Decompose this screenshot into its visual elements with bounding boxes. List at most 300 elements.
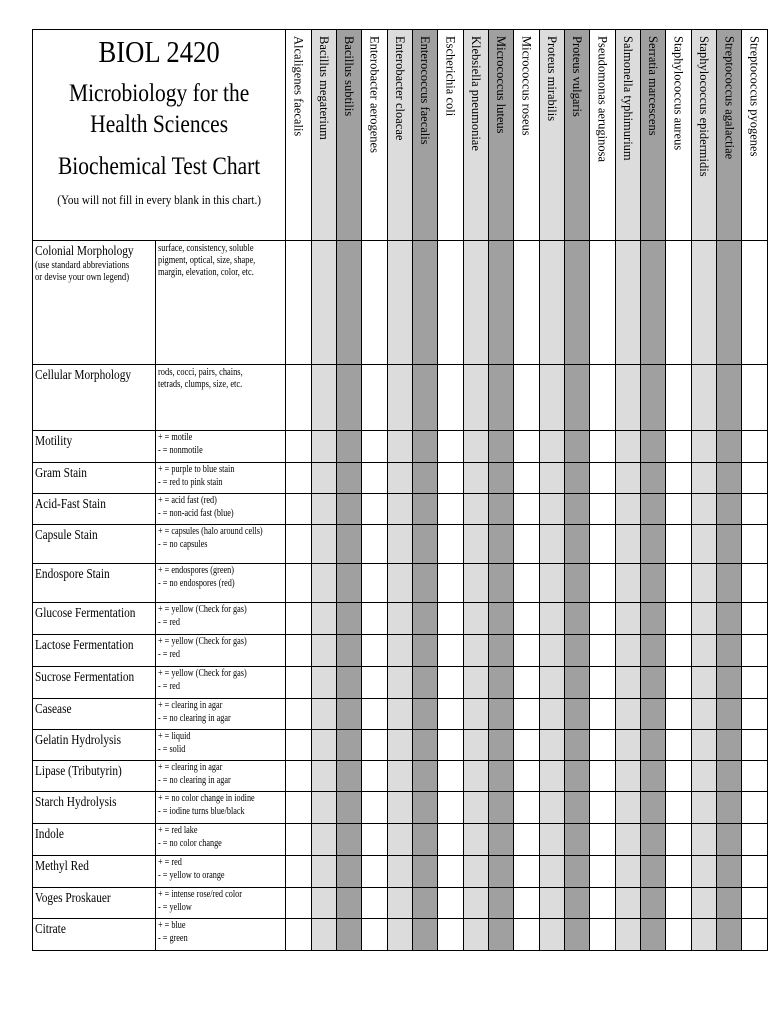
result-cell[interactable] bbox=[362, 603, 387, 635]
result-cell[interactable] bbox=[565, 919, 590, 951]
result-cell[interactable] bbox=[387, 463, 412, 494]
result-cell[interactable] bbox=[742, 699, 768, 730]
result-cell[interactable] bbox=[539, 761, 564, 792]
result-cell[interactable] bbox=[691, 635, 716, 667]
result-cell[interactable] bbox=[691, 792, 716, 824]
result-cell[interactable] bbox=[463, 919, 488, 951]
result-cell[interactable] bbox=[412, 824, 437, 856]
result-cell[interactable] bbox=[742, 761, 768, 792]
result-cell[interactable] bbox=[286, 603, 311, 635]
result-cell[interactable] bbox=[742, 494, 768, 525]
result-cell[interactable] bbox=[387, 856, 412, 888]
result-cell[interactable] bbox=[387, 792, 412, 824]
result-cell[interactable] bbox=[362, 699, 387, 730]
result-cell[interactable] bbox=[514, 564, 539, 603]
result-cell[interactable] bbox=[641, 564, 666, 603]
result-cell[interactable] bbox=[286, 635, 311, 667]
result-cell[interactable] bbox=[463, 603, 488, 635]
result-cell[interactable] bbox=[438, 919, 463, 951]
result-cell[interactable] bbox=[286, 494, 311, 525]
result-cell[interactable] bbox=[514, 431, 539, 463]
result-cell[interactable] bbox=[641, 525, 666, 564]
result-cell[interactable] bbox=[717, 463, 742, 494]
result-cell[interactable] bbox=[590, 730, 615, 761]
result-cell[interactable] bbox=[514, 730, 539, 761]
result-cell[interactable] bbox=[387, 824, 412, 856]
result-cell[interactable] bbox=[362, 494, 387, 525]
result-cell[interactable] bbox=[438, 856, 463, 888]
result-cell[interactable] bbox=[641, 365, 666, 431]
result-cell[interactable] bbox=[463, 564, 488, 603]
result-cell[interactable] bbox=[539, 792, 564, 824]
result-cell[interactable] bbox=[742, 856, 768, 888]
result-cell[interactable] bbox=[438, 365, 463, 431]
result-cell[interactable] bbox=[489, 761, 514, 792]
result-cell[interactable] bbox=[565, 463, 590, 494]
result-cell[interactable] bbox=[514, 525, 539, 564]
result-cell[interactable] bbox=[691, 730, 716, 761]
result-cell[interactable] bbox=[641, 888, 666, 919]
result-cell[interactable] bbox=[590, 824, 615, 856]
result-cell[interactable] bbox=[489, 699, 514, 730]
result-cell[interactable] bbox=[691, 667, 716, 699]
result-cell[interactable] bbox=[590, 603, 615, 635]
result-cell[interactable] bbox=[489, 824, 514, 856]
result-cell[interactable] bbox=[463, 761, 488, 792]
result-cell[interactable] bbox=[691, 463, 716, 494]
result-cell[interactable] bbox=[463, 856, 488, 888]
result-cell[interactable] bbox=[311, 525, 336, 564]
result-cell[interactable] bbox=[489, 667, 514, 699]
result-cell[interactable] bbox=[615, 699, 640, 730]
result-cell[interactable] bbox=[463, 635, 488, 667]
result-cell[interactable] bbox=[311, 888, 336, 919]
result-cell[interactable] bbox=[565, 431, 590, 463]
result-cell[interactable] bbox=[717, 888, 742, 919]
result-cell[interactable] bbox=[463, 824, 488, 856]
result-cell[interactable] bbox=[311, 494, 336, 525]
result-cell[interactable] bbox=[489, 730, 514, 761]
result-cell[interactable] bbox=[412, 463, 437, 494]
result-cell[interactable] bbox=[463, 699, 488, 730]
result-cell[interactable] bbox=[311, 463, 336, 494]
result-cell[interactable] bbox=[438, 431, 463, 463]
result-cell[interactable] bbox=[615, 365, 640, 431]
result-cell[interactable] bbox=[412, 919, 437, 951]
result-cell[interactable] bbox=[489, 603, 514, 635]
result-cell[interactable] bbox=[387, 564, 412, 603]
result-cell[interactable] bbox=[412, 730, 437, 761]
result-cell[interactable] bbox=[387, 494, 412, 525]
result-cell[interactable] bbox=[489, 635, 514, 667]
result-cell[interactable] bbox=[412, 888, 437, 919]
result-cell[interactable] bbox=[438, 525, 463, 564]
result-cell[interactable] bbox=[514, 635, 539, 667]
result-cell[interactable] bbox=[463, 525, 488, 564]
result-cell[interactable] bbox=[742, 635, 768, 667]
result-cell[interactable] bbox=[565, 824, 590, 856]
result-cell[interactable] bbox=[412, 603, 437, 635]
result-cell[interactable] bbox=[539, 635, 564, 667]
result-cell[interactable] bbox=[717, 699, 742, 730]
result-cell[interactable] bbox=[717, 856, 742, 888]
result-cell[interactable] bbox=[590, 699, 615, 730]
result-cell[interactable] bbox=[336, 635, 361, 667]
result-cell[interactable] bbox=[641, 761, 666, 792]
result-cell[interactable] bbox=[463, 667, 488, 699]
result-cell[interactable] bbox=[590, 365, 615, 431]
result-cell[interactable] bbox=[286, 730, 311, 761]
result-cell[interactable] bbox=[590, 635, 615, 667]
result-cell[interactable] bbox=[590, 525, 615, 564]
result-cell[interactable] bbox=[666, 635, 691, 667]
result-cell[interactable] bbox=[438, 792, 463, 824]
result-cell[interactable] bbox=[362, 730, 387, 761]
result-cell[interactable] bbox=[565, 564, 590, 603]
result-cell[interactable] bbox=[717, 494, 742, 525]
result-cell[interactable] bbox=[615, 241, 640, 365]
result-cell[interactable] bbox=[387, 431, 412, 463]
result-cell[interactable] bbox=[641, 699, 666, 730]
result-cell[interactable] bbox=[666, 463, 691, 494]
result-cell[interactable] bbox=[742, 431, 768, 463]
result-cell[interactable] bbox=[514, 494, 539, 525]
result-cell[interactable] bbox=[539, 241, 564, 365]
result-cell[interactable] bbox=[742, 792, 768, 824]
result-cell[interactable] bbox=[311, 603, 336, 635]
result-cell[interactable] bbox=[691, 525, 716, 564]
result-cell[interactable] bbox=[590, 564, 615, 603]
result-cell[interactable] bbox=[666, 667, 691, 699]
result-cell[interactable] bbox=[590, 919, 615, 951]
result-cell[interactable] bbox=[311, 824, 336, 856]
result-cell[interactable] bbox=[590, 241, 615, 365]
result-cell[interactable] bbox=[641, 603, 666, 635]
result-cell[interactable] bbox=[742, 564, 768, 603]
result-cell[interactable] bbox=[438, 699, 463, 730]
result-cell[interactable] bbox=[463, 463, 488, 494]
result-cell[interactable] bbox=[412, 365, 437, 431]
result-cell[interactable] bbox=[539, 824, 564, 856]
result-cell[interactable] bbox=[717, 365, 742, 431]
result-cell[interactable] bbox=[362, 761, 387, 792]
result-cell[interactable] bbox=[717, 603, 742, 635]
result-cell[interactable] bbox=[539, 919, 564, 951]
result-cell[interactable] bbox=[362, 792, 387, 824]
result-cell[interactable] bbox=[565, 667, 590, 699]
result-cell[interactable] bbox=[336, 824, 361, 856]
result-cell[interactable] bbox=[514, 365, 539, 431]
result-cell[interactable] bbox=[615, 761, 640, 792]
result-cell[interactable] bbox=[412, 667, 437, 699]
result-cell[interactable] bbox=[742, 603, 768, 635]
result-cell[interactable] bbox=[539, 564, 564, 603]
result-cell[interactable] bbox=[286, 525, 311, 564]
result-cell[interactable] bbox=[514, 761, 539, 792]
result-cell[interactable] bbox=[387, 365, 412, 431]
result-cell[interactable] bbox=[666, 888, 691, 919]
result-cell[interactable] bbox=[362, 463, 387, 494]
result-cell[interactable] bbox=[336, 431, 361, 463]
result-cell[interactable] bbox=[742, 365, 768, 431]
result-cell[interactable] bbox=[387, 730, 412, 761]
result-cell[interactable] bbox=[514, 919, 539, 951]
result-cell[interactable] bbox=[362, 667, 387, 699]
result-cell[interactable] bbox=[387, 888, 412, 919]
result-cell[interactable] bbox=[565, 730, 590, 761]
result-cell[interactable] bbox=[717, 241, 742, 365]
result-cell[interactable] bbox=[286, 824, 311, 856]
result-cell[interactable] bbox=[565, 525, 590, 564]
result-cell[interactable] bbox=[362, 888, 387, 919]
result-cell[interactable] bbox=[565, 888, 590, 919]
result-cell[interactable] bbox=[412, 635, 437, 667]
result-cell[interactable] bbox=[641, 463, 666, 494]
result-cell[interactable] bbox=[311, 241, 336, 365]
result-cell[interactable] bbox=[641, 667, 666, 699]
result-cell[interactable] bbox=[438, 241, 463, 365]
result-cell[interactable] bbox=[387, 667, 412, 699]
result-cell[interactable] bbox=[742, 667, 768, 699]
result-cell[interactable] bbox=[463, 494, 488, 525]
result-cell[interactable] bbox=[691, 888, 716, 919]
result-cell[interactable] bbox=[717, 792, 742, 824]
result-cell[interactable] bbox=[615, 824, 640, 856]
result-cell[interactable] bbox=[615, 792, 640, 824]
result-cell[interactable] bbox=[615, 564, 640, 603]
result-cell[interactable] bbox=[565, 603, 590, 635]
result-cell[interactable] bbox=[666, 761, 691, 792]
result-cell[interactable] bbox=[489, 919, 514, 951]
result-cell[interactable] bbox=[286, 761, 311, 792]
result-cell[interactable] bbox=[362, 365, 387, 431]
result-cell[interactable] bbox=[742, 463, 768, 494]
result-cell[interactable] bbox=[489, 888, 514, 919]
result-cell[interactable] bbox=[412, 761, 437, 792]
result-cell[interactable] bbox=[691, 564, 716, 603]
result-cell[interactable] bbox=[286, 564, 311, 603]
result-cell[interactable] bbox=[286, 667, 311, 699]
result-cell[interactable] bbox=[691, 761, 716, 792]
result-cell[interactable] bbox=[666, 564, 691, 603]
result-cell[interactable] bbox=[641, 494, 666, 525]
result-cell[interactable] bbox=[514, 603, 539, 635]
result-cell[interactable] bbox=[565, 856, 590, 888]
result-cell[interactable] bbox=[514, 667, 539, 699]
result-cell[interactable] bbox=[412, 431, 437, 463]
result-cell[interactable] bbox=[666, 365, 691, 431]
result-cell[interactable] bbox=[717, 919, 742, 951]
result-cell[interactable] bbox=[539, 888, 564, 919]
result-cell[interactable] bbox=[641, 856, 666, 888]
result-cell[interactable] bbox=[412, 241, 437, 365]
result-cell[interactable] bbox=[514, 241, 539, 365]
result-cell[interactable] bbox=[514, 699, 539, 730]
result-cell[interactable] bbox=[362, 431, 387, 463]
result-cell[interactable] bbox=[387, 919, 412, 951]
result-cell[interactable] bbox=[666, 792, 691, 824]
result-cell[interactable] bbox=[691, 494, 716, 525]
result-cell[interactable] bbox=[641, 635, 666, 667]
result-cell[interactable] bbox=[539, 494, 564, 525]
result-cell[interactable] bbox=[286, 241, 311, 365]
result-cell[interactable] bbox=[539, 730, 564, 761]
result-cell[interactable] bbox=[336, 792, 361, 824]
result-cell[interactable] bbox=[311, 856, 336, 888]
result-cell[interactable] bbox=[311, 730, 336, 761]
result-cell[interactable] bbox=[539, 667, 564, 699]
result-cell[interactable] bbox=[717, 564, 742, 603]
result-cell[interactable] bbox=[336, 888, 361, 919]
result-cell[interactable] bbox=[387, 761, 412, 792]
result-cell[interactable] bbox=[539, 431, 564, 463]
result-cell[interactable] bbox=[336, 241, 361, 365]
result-cell[interactable] bbox=[336, 564, 361, 603]
result-cell[interactable] bbox=[514, 888, 539, 919]
result-cell[interactable] bbox=[590, 856, 615, 888]
result-cell[interactable] bbox=[387, 241, 412, 365]
result-cell[interactable] bbox=[489, 241, 514, 365]
result-cell[interactable] bbox=[742, 919, 768, 951]
result-cell[interactable] bbox=[438, 730, 463, 761]
result-cell[interactable] bbox=[565, 792, 590, 824]
result-cell[interactable] bbox=[286, 792, 311, 824]
result-cell[interactable] bbox=[514, 824, 539, 856]
result-cell[interactable] bbox=[590, 431, 615, 463]
result-cell[interactable] bbox=[717, 667, 742, 699]
result-cell[interactable] bbox=[412, 494, 437, 525]
result-cell[interactable] bbox=[691, 431, 716, 463]
result-cell[interactable] bbox=[362, 824, 387, 856]
result-cell[interactable] bbox=[336, 365, 361, 431]
result-cell[interactable] bbox=[311, 699, 336, 730]
result-cell[interactable] bbox=[615, 667, 640, 699]
result-cell[interactable] bbox=[615, 919, 640, 951]
result-cell[interactable] bbox=[362, 919, 387, 951]
result-cell[interactable] bbox=[565, 241, 590, 365]
result-cell[interactable] bbox=[641, 824, 666, 856]
result-cell[interactable] bbox=[438, 824, 463, 856]
result-cell[interactable] bbox=[362, 525, 387, 564]
result-cell[interactable] bbox=[336, 761, 361, 792]
result-cell[interactable] bbox=[286, 431, 311, 463]
result-cell[interactable] bbox=[286, 919, 311, 951]
result-cell[interactable] bbox=[565, 761, 590, 792]
result-cell[interactable] bbox=[590, 792, 615, 824]
result-cell[interactable] bbox=[717, 730, 742, 761]
result-cell[interactable] bbox=[691, 603, 716, 635]
result-cell[interactable] bbox=[489, 856, 514, 888]
result-cell[interactable] bbox=[463, 730, 488, 761]
result-cell[interactable] bbox=[463, 431, 488, 463]
result-cell[interactable] bbox=[438, 603, 463, 635]
result-cell[interactable] bbox=[615, 856, 640, 888]
result-cell[interactable] bbox=[362, 241, 387, 365]
result-cell[interactable] bbox=[514, 792, 539, 824]
result-cell[interactable] bbox=[311, 431, 336, 463]
result-cell[interactable] bbox=[463, 792, 488, 824]
result-cell[interactable] bbox=[311, 792, 336, 824]
result-cell[interactable] bbox=[387, 603, 412, 635]
result-cell[interactable] bbox=[565, 365, 590, 431]
result-cell[interactable] bbox=[717, 525, 742, 564]
result-cell[interactable] bbox=[463, 241, 488, 365]
result-cell[interactable] bbox=[438, 761, 463, 792]
result-cell[interactable] bbox=[691, 824, 716, 856]
result-cell[interactable] bbox=[412, 699, 437, 730]
result-cell[interactable] bbox=[717, 761, 742, 792]
result-cell[interactable] bbox=[412, 856, 437, 888]
result-cell[interactable] bbox=[691, 365, 716, 431]
result-cell[interactable] bbox=[463, 365, 488, 431]
result-cell[interactable] bbox=[641, 431, 666, 463]
result-cell[interactable] bbox=[539, 699, 564, 730]
result-cell[interactable] bbox=[438, 564, 463, 603]
result-cell[interactable] bbox=[489, 365, 514, 431]
result-cell[interactable] bbox=[489, 431, 514, 463]
result-cell[interactable] bbox=[742, 241, 768, 365]
result-cell[interactable] bbox=[539, 365, 564, 431]
result-cell[interactable] bbox=[641, 792, 666, 824]
result-cell[interactable] bbox=[742, 730, 768, 761]
result-cell[interactable] bbox=[539, 525, 564, 564]
result-cell[interactable] bbox=[615, 463, 640, 494]
result-cell[interactable] bbox=[311, 635, 336, 667]
result-cell[interactable] bbox=[742, 525, 768, 564]
result-cell[interactable] bbox=[286, 856, 311, 888]
result-cell[interactable] bbox=[514, 856, 539, 888]
result-cell[interactable] bbox=[387, 525, 412, 564]
result-cell[interactable] bbox=[742, 888, 768, 919]
result-cell[interactable] bbox=[336, 667, 361, 699]
result-cell[interactable] bbox=[489, 792, 514, 824]
result-cell[interactable] bbox=[438, 667, 463, 699]
result-cell[interactable] bbox=[286, 888, 311, 919]
result-cell[interactable] bbox=[336, 856, 361, 888]
result-cell[interactable] bbox=[565, 494, 590, 525]
result-cell[interactable] bbox=[565, 699, 590, 730]
result-cell[interactable] bbox=[438, 494, 463, 525]
result-cell[interactable] bbox=[438, 635, 463, 667]
result-cell[interactable] bbox=[539, 856, 564, 888]
result-cell[interactable] bbox=[717, 431, 742, 463]
result-cell[interactable] bbox=[286, 365, 311, 431]
result-cell[interactable] bbox=[666, 241, 691, 365]
result-cell[interactable] bbox=[311, 564, 336, 603]
result-cell[interactable] bbox=[691, 856, 716, 888]
result-cell[interactable] bbox=[691, 699, 716, 730]
result-cell[interactable] bbox=[362, 635, 387, 667]
result-cell[interactable] bbox=[438, 888, 463, 919]
result-cell[interactable] bbox=[311, 919, 336, 951]
result-cell[interactable] bbox=[412, 792, 437, 824]
result-cell[interactable] bbox=[615, 635, 640, 667]
result-cell[interactable] bbox=[489, 463, 514, 494]
result-cell[interactable] bbox=[666, 431, 691, 463]
result-cell[interactable] bbox=[615, 494, 640, 525]
result-cell[interactable] bbox=[641, 919, 666, 951]
result-cell[interactable] bbox=[336, 603, 361, 635]
result-cell[interactable] bbox=[539, 603, 564, 635]
result-cell[interactable] bbox=[286, 699, 311, 730]
result-cell[interactable] bbox=[336, 463, 361, 494]
result-cell[interactable] bbox=[539, 463, 564, 494]
result-cell[interactable] bbox=[362, 564, 387, 603]
result-cell[interactable] bbox=[641, 241, 666, 365]
result-cell[interactable] bbox=[615, 431, 640, 463]
result-cell[interactable] bbox=[590, 463, 615, 494]
result-cell[interactable] bbox=[615, 525, 640, 564]
